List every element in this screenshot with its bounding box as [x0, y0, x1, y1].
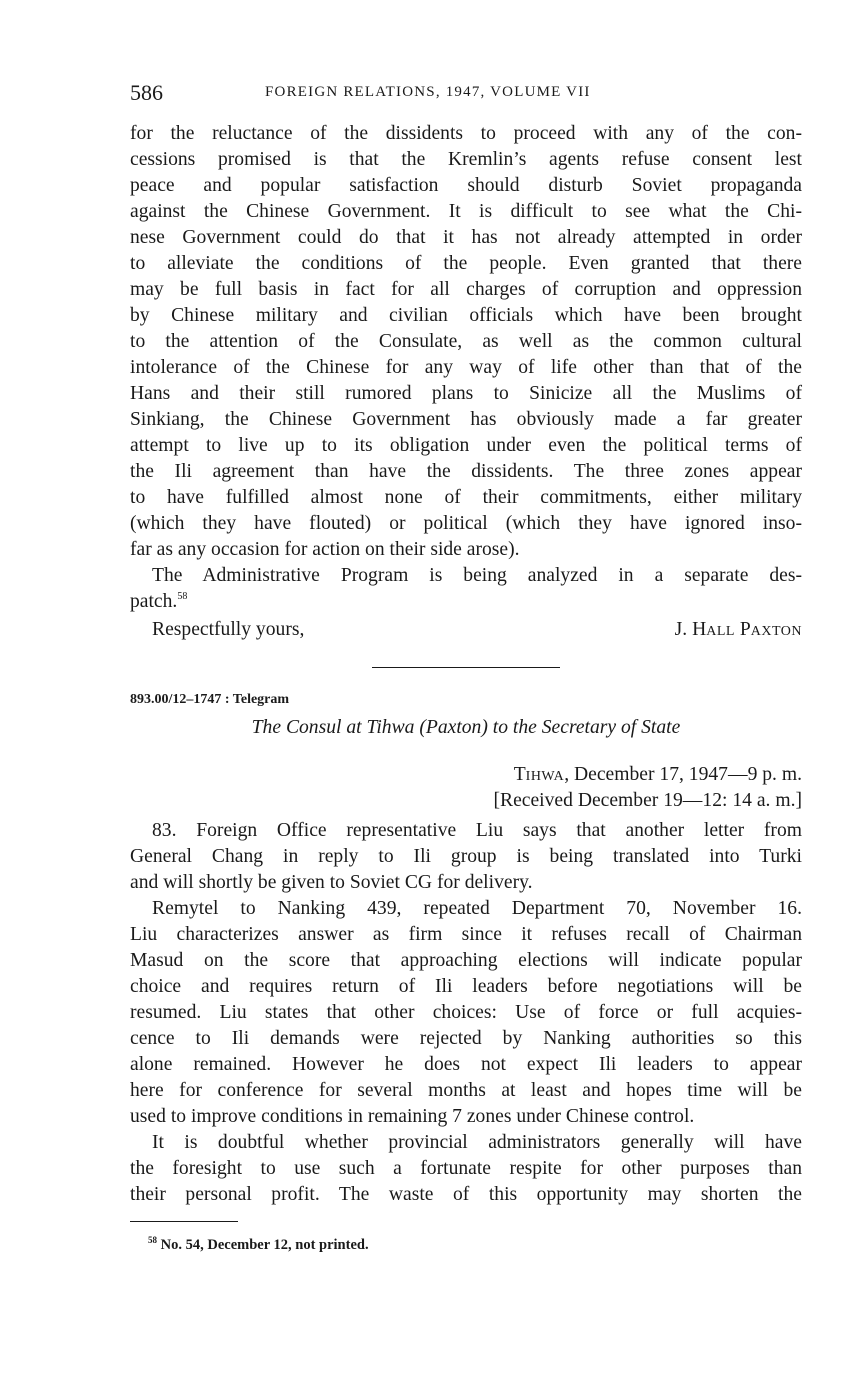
text-line: It is doubtful whether provincial administrators generally will have	[152, 1132, 802, 1153]
text-line: attempt to live up to its obligation under even the political terms of	[130, 435, 802, 456]
text-line: Hans and their still rumored plans to Sinicize all the Muslims of	[130, 383, 802, 404]
footnote	[148, 1237, 369, 1254]
text-line	[130, 589, 802, 615]
text-line: against the Chinese Government. It is difficult to see what the Chi-	[130, 201, 802, 222]
text-line: cessions promised is that the Kremlin’s agents refuse consent lest	[130, 149, 802, 170]
dateline-sent	[514, 764, 802, 786]
text-line: cence to Ili demands were rejected by Nanking authorities so this	[130, 1028, 802, 1049]
text-line: here for conference for several months at least and hopes time will be	[130, 1080, 802, 1101]
signer-part: J. H	[674, 619, 707, 640]
text-line: to the attention of the Consulate, as well as the common cultural	[130, 331, 802, 352]
signer-part: ALL	[706, 624, 735, 639]
signer-part: AXTON	[750, 624, 802, 639]
text-line: the foresight to use such a fortunate respite for other purposes than	[130, 1158, 802, 1179]
signature-row	[130, 619, 802, 645]
text-line: to alleviate the conditions of the people. Even granted that there	[130, 253, 802, 274]
document-title: The Consul at Tihwa (Paxton) to the Secretary of State	[251, 717, 681, 738]
place-part: IHWA	[525, 769, 565, 784]
file-reference: 893.00/12–1747 : Telegram	[130, 692, 290, 707]
running-head: FOREIGN RELATIONS, 1947, VOLUME VII	[265, 84, 591, 100]
text-line: nese Government could do that it has not already attempted in order	[130, 227, 802, 248]
closing: Respectfully yours,	[152, 619, 305, 640]
dateline-received: [Received December 19—12: 14 a. m.]	[493, 790, 802, 811]
text-line: for the reluctance of the dissidents to proceed with any of the con-	[130, 123, 802, 144]
text-line: The Administrative Program is being analyzed in a separate des-	[152, 565, 802, 586]
text-line: Masud on the score that approaching elections will indicate popular	[130, 950, 802, 971]
text-line: Remytel to Nanking 439, repeated Department 70, November 16.	[152, 898, 802, 919]
place-part: T	[513, 764, 526, 785]
text-line: may be full basis in fact for all charges of corruption and oppression	[130, 279, 802, 300]
text-line: choice and requires return of Ili leaders before negotiations will be	[130, 976, 802, 997]
section-divider	[372, 667, 560, 668]
page-number: 586	[130, 80, 163, 105]
page-header	[130, 80, 802, 106]
text-line: used to improve conditions in remaining 7 zones under Chinese control.	[130, 1106, 695, 1127]
text-line: General Chang in reply to Ili group is being translated into Turki	[130, 846, 802, 867]
text-line: the Ili agreement than have the dissidents. The three zones appear	[130, 461, 802, 482]
text-line: to have fulfilled almost none of their commitments, either military	[130, 487, 802, 508]
text-fragment: patch.	[130, 591, 178, 612]
telegram-body	[130, 818, 802, 1208]
text-line: 83. Foreign Office representative Liu says that another letter from	[152, 820, 802, 841]
footnote-text: No. 54, December 12, not printed.	[157, 1237, 369, 1253]
text-line: and will shortly be given to Soviet CG for delivery.	[130, 872, 533, 893]
footnote-marker: 58	[148, 1235, 157, 1245]
text-line: (which they have flouted) or political (which they have ignored inso-	[130, 513, 802, 534]
footnote-divider	[130, 1221, 238, 1222]
text-line: peace and popular satisfaction should disturb Soviet propaganda	[130, 175, 802, 196]
text-line: far as any occasion for action on their side arose).	[130, 539, 520, 560]
footnote-reference[interactable]: 58	[177, 591, 188, 602]
signer-part: P	[734, 619, 751, 640]
text-line: by Chinese military and civilian officials which have been brought	[130, 305, 802, 326]
signer-name	[675, 619, 802, 641]
letter-body	[130, 121, 802, 615]
text-line: Sinkiang, the Chinese Government has obviously made a far greater	[130, 409, 802, 430]
text-line: alone remained. However he does not expect Ili leaders to appear	[130, 1054, 802, 1075]
text-line: resumed. Liu states that other choices: Use of force or full acquies-	[130, 1002, 802, 1023]
text-line: intolerance of the Chinese for any way of life other than that of the	[130, 357, 802, 378]
text-line: Liu characterizes answer as firm since it refuses recall of Chairman	[130, 924, 802, 945]
text-line: their personal profit. The waste of this opportunity may shorten the	[130, 1184, 802, 1205]
sent-date: , December 17, 1947—9 p. m.	[564, 764, 802, 785]
